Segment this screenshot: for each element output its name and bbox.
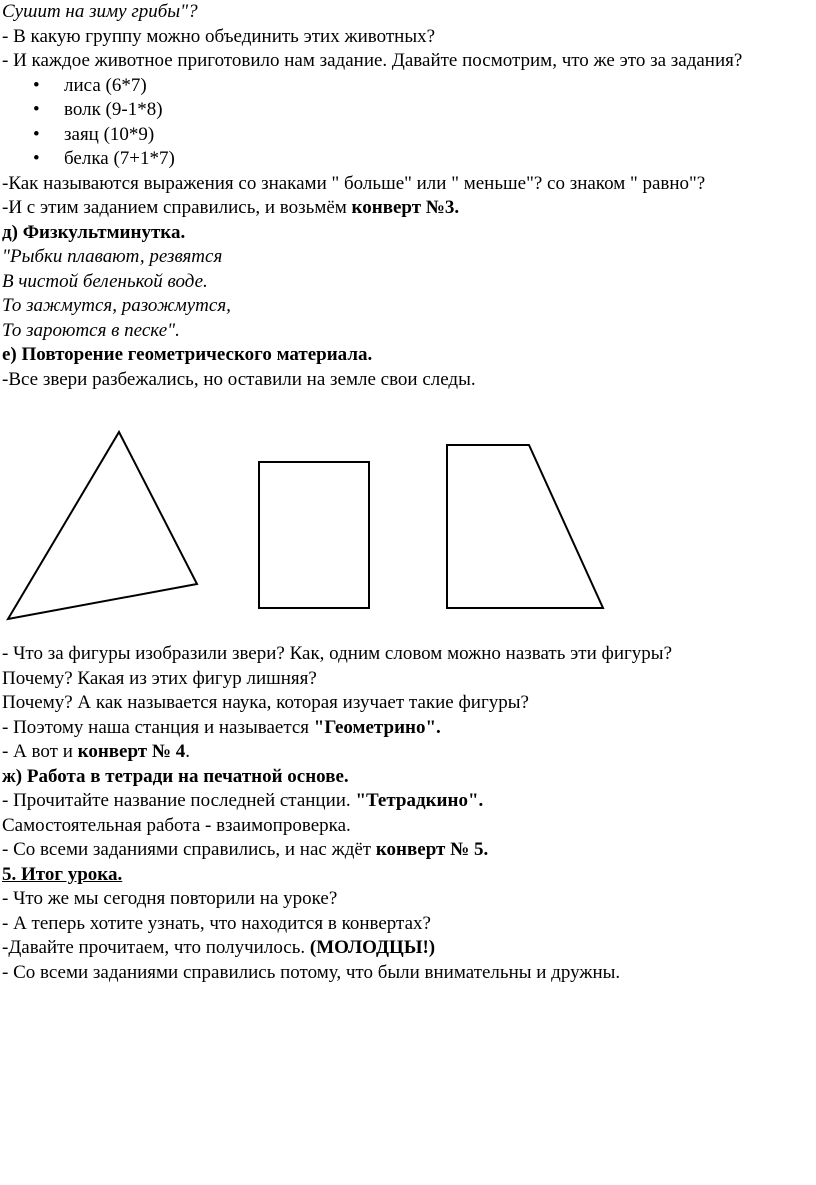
bullet-icon: • xyxy=(33,123,40,145)
question-group: - В какую группу можно объединить этих животных? xyxy=(2,25,436,47)
question-extra: Почему? Какая из этих фигур лишняя? xyxy=(2,667,317,689)
task-squirrel: белка (7+1*7) xyxy=(64,148,175,169)
heading-summary xyxy=(2,863,816,888)
envelope-3-prefix: -И с этим заданием справились, и возьмём xyxy=(2,197,352,218)
poem-line: То зароются в песке". xyxy=(2,319,180,341)
rectangle-shape xyxy=(259,462,369,608)
poem-line: "Рыбки плавают, резвятся xyxy=(2,246,223,267)
station-name: "Геометрино". xyxy=(313,716,441,738)
envelope-5-prefix: - Со всеми заданиями справились, и нас ждёт xyxy=(2,839,376,860)
line-mushrooms: Сушит на зиму грибы"? xyxy=(2,1,198,22)
section-geometry xyxy=(0,642,816,985)
envelope-4-label: конверт № 4 xyxy=(77,741,186,762)
task-list xyxy=(2,74,816,172)
question-expressions: -Как называются выражения со знаками " больше" или " меньше"? со знаком " равно"? xyxy=(2,172,706,194)
poem-line: В чистой беленькой воде. xyxy=(2,270,208,292)
triangle-shape xyxy=(8,432,197,619)
list-item xyxy=(2,147,816,172)
read-station-prefix: - Прочитайте название последней станции. xyxy=(2,790,356,811)
heading-summary-text: 5. Итог урока. xyxy=(2,863,123,885)
question-tasks: - И каждое животное приготовило нам задание. Давайте посмотрим, что же это за задания? xyxy=(2,50,743,71)
question-figures: - Что за фигуры изобразили звери? Как, одним словом можно назвать эти фигуры? xyxy=(2,643,673,664)
list-item xyxy=(2,98,816,123)
question-repeat: - Что же мы сегодня повторили на уроке? xyxy=(2,888,338,909)
envelope-5-label: конверт № 5. xyxy=(375,839,489,860)
read-result-prefix: -Давайте прочитаем, что получилось. xyxy=(2,937,310,958)
line-tracks: -Все звери разбежались, но оставили на земле свои следы. xyxy=(2,368,476,390)
list-item xyxy=(2,74,816,99)
heading-zh xyxy=(2,765,816,790)
line-read-station xyxy=(2,789,816,814)
poem-line: То зажмутся, разожмутся, xyxy=(2,295,231,316)
line-envelope-5 xyxy=(2,838,816,863)
trapezoid-shape xyxy=(447,445,603,608)
heading-e xyxy=(2,343,816,368)
line-envelope-4 xyxy=(2,740,816,765)
station-tetradkino: "Тетрадкино". xyxy=(355,790,484,811)
heading-e-text: е) Повторение геометрического материала. xyxy=(2,344,373,365)
bullet-icon: • xyxy=(33,148,40,169)
heading-zh-text: ж) Работа в тетради на печатной основе. xyxy=(2,765,349,787)
question-envelopes: - А теперь хотите узнать, что находится в конвертах? xyxy=(2,912,431,934)
bullet-icon: • xyxy=(33,74,40,96)
envelope-4-suffix: . xyxy=(185,741,190,762)
bullet-icon: • xyxy=(33,99,40,120)
line-envelope-3 xyxy=(2,196,816,221)
task-hare: заяц (10*9) xyxy=(64,123,155,145)
result-bold: (МОЛОДЦЫ!) xyxy=(309,937,436,958)
shapes-svg xyxy=(0,392,816,642)
line-read-result xyxy=(2,936,816,961)
heading-d xyxy=(2,221,816,246)
task-wolf: волк (9-1*8) xyxy=(64,99,163,120)
line-final: - Со всеми заданиями справились потому, что были внимательны и дружны. xyxy=(2,961,621,983)
section-intro xyxy=(0,0,816,392)
station-prefix: - Поэтому наша станция и называется xyxy=(2,716,314,738)
heading-d-text: д) Физкультминутка. xyxy=(2,221,186,243)
list-item xyxy=(2,123,816,148)
envelope-3-label: конверт №3. xyxy=(351,197,460,218)
question-science: Почему? А как называется наука, которая изучает такие фигуры? xyxy=(2,692,529,713)
line-self-work: Самостоятельная работа - взаимопроверка. xyxy=(2,814,351,836)
envelope-4-prefix: - А вот и xyxy=(2,741,78,762)
task-fox: лиса (6*7) xyxy=(64,74,147,96)
shapes-figure xyxy=(0,392,816,642)
line-station xyxy=(2,716,816,741)
